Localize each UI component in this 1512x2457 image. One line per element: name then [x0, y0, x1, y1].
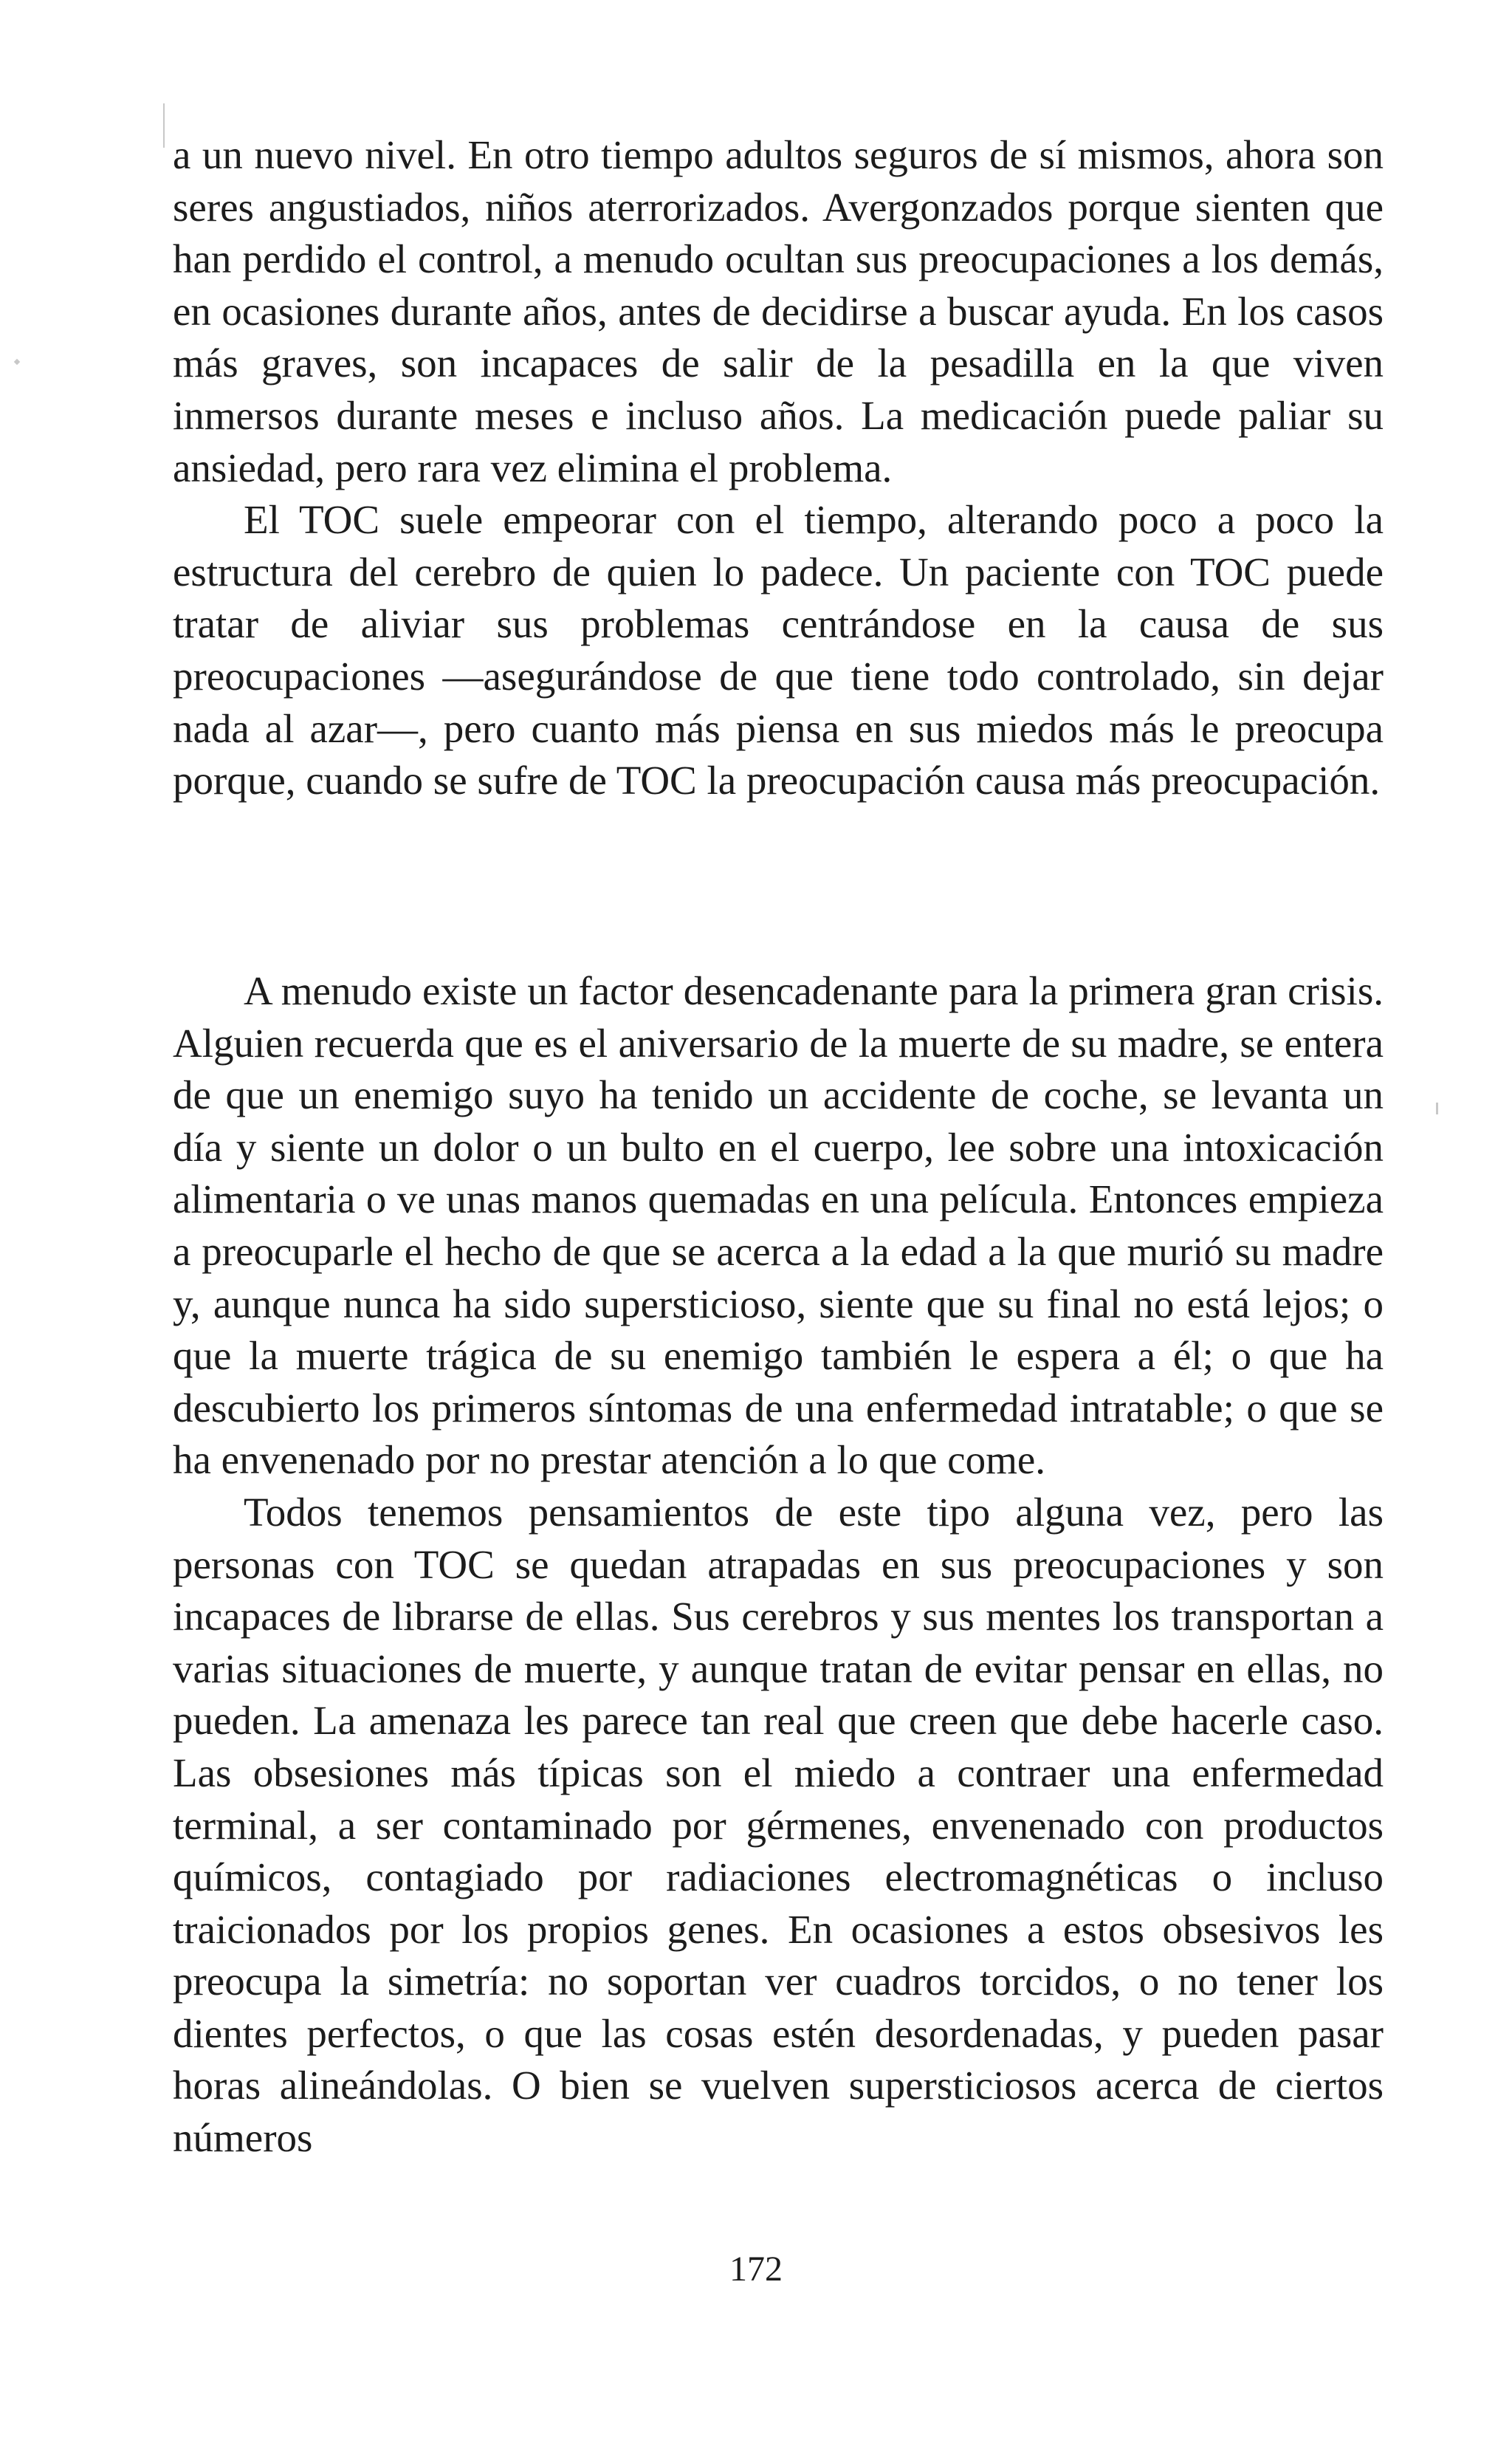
paragraph: A menudo existe un factor desencadenante para la primera gran crisis. Alguien recuerda que es el aniversario de la muerte de su madre, se entera de que un enemigo suyo ha tenido un accidente de coche, se levanta un día y siente un dolor o un bulto en el cuerpo, lee sobre una intoxicación alimentaria o ve unas manos quemadas en una película. Entonces empieza a preocuparle el hecho de que se acerca a la edad a la que murió su madre y, aunque nunca ha sido supersticioso, siente que su final no está lejos; o que la muerte trágica de su enemigo también le espera a él; o que ha descubierto los primeros síntomas de una enfermedad intratable; o que se ha envenenado por no prestar atención a lo que come.: [173, 968, 1384, 1483]
page-number: 172: [729, 2249, 783, 2289]
paragraph: El TOC suele empeorar con el tiempo, alterando poco a poco la estructura del cerebro de quien lo padece. Un paciente con TOC puede tratar de aliviar sus problemas centrándose en la causa de sus preocupaciones —asegurándose de que tiene todo controlado, sin dejar nada al azar—, pero cuanto más piensa en sus miedos más le preocupa porque, cuando se sufre de TOC la preocupación causa más preocupación.: [173, 497, 1384, 803]
scan-artifact: [163, 103, 165, 148]
paragraph: Todos tenemos pensamientos de este tipo alguna vez, pero las personas con TOC se quedan atrapadas en sus preocupaciones y son incapaces de librarse de ellas. Sus cerebros y sus mentes los transportan a varias situaciones de muerte, y aunque tratan de evitar pensar en ellas, no pueden. La amenaza les parece tan real que creen que debe hacerle caso. Las obsesiones más típicas son el miedo a contraer una enfermedad terminal, a ser contaminado por gérmenes, envenenado con productos químicos, contagiado por radiaciones electromagnéticas o incluso traicionados por los propios genes. En ocasiones a estos obsesivos les preocupa la simetría: no soportan ver cuadros torcidos, o no tener los dientes perfectos, o que las cosas estén desordenadas, y pueden pasar horas alineándolas. O bien se vuelven supersticiosos acerca de ciertos números: [173, 1489, 1384, 2161]
text-section-1: [173, 129, 1384, 807]
scan-artifact: [1436, 1103, 1438, 1114]
paragraph-continued: a un nuevo nivel. En otro tiempo adultos seguros de sí mismos, ahora son seres angustiados, niños aterrorizados. Avergonzados porque sienten que han perdido el control, a menudo ocultan sus preocupaciones a los demás, en ocasiones durante años, antes de decidirse a buscar ayuda. En los casos más graves, son incapaces de salir de la pesadilla en la que viven inmersos durante meses e incluso años. La medicación puede paliar su ansiedad, pero rara vez elimina el problema.: [173, 132, 1384, 490]
text-section-2: [173, 965, 1384, 2165]
scan-artifact: [14, 359, 20, 365]
